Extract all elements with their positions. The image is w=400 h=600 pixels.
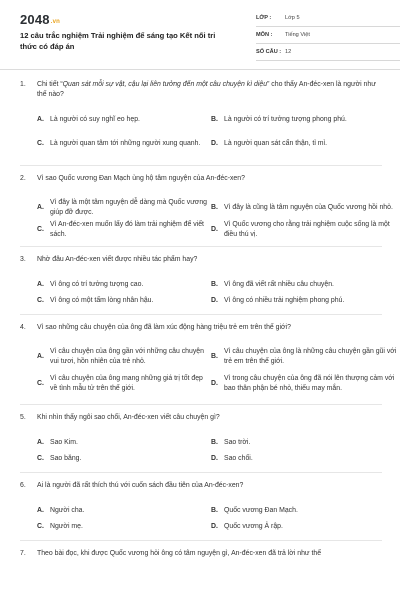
question-7 (20, 549, 382, 561)
header-divider (0, 69, 400, 70)
option-text: Vì ông có một tấm lòng nhân hậu. (50, 297, 154, 304)
option-d[interactable] (211, 219, 399, 241)
answer-options (20, 503, 382, 535)
option-letter: B. (211, 281, 218, 288)
question-divider (20, 165, 382, 166)
option-d[interactable] (211, 293, 399, 309)
question-1 (20, 80, 382, 166)
option-a[interactable] (37, 345, 211, 369)
option-letter: B. (211, 507, 218, 514)
meta-row-count (256, 44, 400, 61)
question-divider (20, 246, 382, 247)
question-text (37, 80, 382, 102)
meta-value: 12 (285, 49, 292, 55)
option-text: Là người có suy nghĩ eo hẹp. (50, 116, 140, 123)
page-header (20, 0, 382, 66)
question-6 (20, 481, 382, 541)
meta-key: MÔN : (256, 32, 273, 38)
option-text: Sao băng. (50, 455, 82, 462)
option-letter: A. (37, 439, 44, 446)
option-letter: D. (211, 226, 218, 233)
option-text: Vì câu chuyện của ông mang những giá trị tốt đẹp về tình mẫu tử trên thế giới. (50, 375, 203, 392)
option-text: Người mẹ. (50, 523, 83, 530)
option-text: Người cha. (50, 507, 85, 514)
option-text: Vì ông có trí tưởng tượng cao. (50, 281, 144, 288)
option-text: Vì ông có nhiều trải nghiệm phong phú. (224, 297, 345, 304)
option-text: Vì Quốc vương cho rằng trải nghiệm cuộc sống là một điều thú vị. (224, 221, 390, 238)
option-letter: C. (37, 226, 44, 233)
option-letter: C. (37, 523, 44, 530)
option-letter: B. (211, 116, 218, 123)
option-d[interactable] (211, 128, 399, 160)
question-text: Khi nhìn thấy ngôi sao chổi, An-đéc-xen viết câu chuyện gì? (37, 414, 220, 421)
option-d[interactable] (211, 369, 399, 399)
question-text: Nhờ đâu An-đéc-xen viết được nhiều tác phẩm hay? (37, 256, 198, 263)
option-letter: A. (37, 281, 44, 288)
question-divider (20, 540, 382, 541)
logo-suffix: .vn (50, 19, 61, 25)
option-text: Quốc vương Ả rập. (224, 523, 283, 530)
answer-options (20, 435, 382, 467)
question-number: 4. (20, 324, 26, 331)
option-letter: D. (211, 380, 218, 387)
option-text: Là người quan tâm tới những người xung quanh. (50, 140, 201, 147)
document-title: 12 câu trắc nghiệm Trải nghiệm để sáng tạo Kết nối tri thức có đáp án (20, 31, 216, 51)
option-text: Vì đây là cũng là tâm nguyện của Quốc vương hồi nhỏ. (224, 204, 393, 211)
option-d[interactable] (211, 451, 399, 467)
stem-pre: Chi tiết “ (37, 81, 63, 88)
meta-value: Tiếng Việt (285, 32, 310, 38)
option-c[interactable] (37, 128, 211, 160)
option-text: Sao chổi. (224, 455, 253, 462)
option-b[interactable] (211, 345, 399, 369)
option-text: Sao trời. (224, 439, 251, 446)
option-b[interactable] (211, 197, 399, 219)
option-text: Quốc vương Đan Mạch. (224, 507, 298, 514)
meta-key: LỚP : (256, 15, 272, 21)
stem-quote: Quan sát mỗi sự vật, cậu lại liên tưởng đến một câu chuyện kì diệu (62, 81, 268, 88)
option-text: Sao Kim. (50, 439, 78, 446)
meta-value: Lớp 5 (285, 15, 300, 21)
question-divider (20, 472, 382, 473)
question-number: 2. (20, 175, 26, 182)
option-d[interactable] (211, 519, 399, 535)
option-text: Vì câu chuyện của ông là những câu chuyện gần gũi với trẻ em trên thế giới. (224, 348, 397, 365)
option-a[interactable] (37, 197, 211, 219)
option-c[interactable] (37, 293, 211, 309)
option-b[interactable] (211, 435, 399, 451)
question-2 (20, 174, 393, 247)
question-stem (20, 481, 382, 497)
question-stem (20, 413, 382, 429)
option-letter: D. (211, 523, 218, 530)
question-number: 7. (20, 550, 26, 557)
option-letter: B. (211, 439, 218, 446)
question-number: 1. (20, 81, 26, 88)
option-text: Vì An-đéc-xen muốn lấy đó làm trải nghiệm để viết sách. (50, 221, 204, 238)
option-c[interactable] (37, 451, 211, 467)
question-stem (20, 174, 382, 190)
option-letter: A. (37, 204, 44, 211)
question-text: Ai là người đã rất thích thú với cuốn sách đầu tiên của An-đéc-xen? (37, 482, 244, 489)
remaining-questions (20, 174, 397, 561)
question-number: 6. (20, 482, 26, 489)
question-divider (20, 314, 382, 315)
site-logo[interactable] (20, 12, 60, 27)
option-c[interactable] (37, 519, 211, 535)
question-text: Vì sao Quốc vương Đan Mạch ủng hộ tâm nguyện của An-đéc-xen? (37, 175, 245, 182)
meta-table (256, 10, 400, 61)
option-text: Vì đây là một tâm nguyện dễ dàng mà Quốc vương giúp đỡ được. (50, 199, 207, 216)
question-5 (20, 413, 382, 473)
question-3 (20, 255, 382, 315)
question-stem (20, 323, 382, 339)
question-text: Theo bài đọc, khi được Quốc vương hỏi ông có tâm nguyện gì, An-đéc-xen đã trả lời như thế (37, 550, 322, 557)
option-b[interactable] (211, 503, 399, 519)
option-letter: C. (37, 297, 44, 304)
question-text: Vì sao những câu chuyện của ông đã làm xúc động hàng triệu trẻ em trên thế giới? (37, 324, 291, 331)
question-number: 5. (20, 414, 26, 421)
option-text: Vì ông đã viết rất nhiều câu chuyện. (224, 281, 334, 288)
meta-row-subject (256, 27, 400, 44)
option-a[interactable] (37, 435, 211, 451)
option-letter: B. (211, 353, 218, 360)
option-a[interactable] (37, 277, 211, 293)
option-text: Vì câu chuyện của ông gần với những câu chuyện vui tươi, hồn nhiên của trẻ nhỏ. (50, 348, 204, 365)
option-letter: C. (37, 380, 44, 387)
option-b[interactable] (211, 277, 399, 293)
option-letter: D. (211, 455, 218, 462)
option-text: Vì trong câu chuyện của ông đã nói lên thượng cảm với bao thân phận bé nhỏ, thiếu may mắn. (224, 375, 395, 392)
meta-row-class (256, 10, 400, 27)
option-letter: D. (211, 297, 218, 304)
question-stem (20, 80, 382, 102)
option-letter: A. (37, 353, 44, 360)
answer-options (20, 345, 397, 399)
option-letter: C. (37, 140, 44, 147)
option-a[interactable] (37, 503, 211, 519)
option-letter: D. (211, 140, 218, 147)
stem-post: ” cho thấy An-đéc-xen là người như thế nào? (37, 81, 376, 98)
option-letter: C. (37, 455, 44, 462)
question-stem (20, 549, 382, 561)
option-text: Là người có trí tưởng tượng phong phú. (224, 116, 347, 123)
option-a[interactable] (37, 112, 211, 128)
question-number: 3. (20, 256, 26, 263)
meta-key: SỐ CÂU : (256, 49, 282, 55)
answer-options (20, 277, 382, 309)
option-c[interactable] (37, 369, 211, 399)
option-letter: A. (37, 507, 44, 514)
option-letter: B. (211, 204, 218, 211)
question-4 (20, 323, 397, 405)
question-stem (20, 255, 382, 271)
answer-options (20, 112, 382, 160)
question-list (20, 80, 397, 561)
option-c[interactable] (37, 219, 211, 241)
option-letter: A. (37, 116, 44, 123)
option-text: Là người quan sát cẩn thận, tỉ mỉ. (224, 140, 327, 147)
answer-options (20, 197, 393, 241)
logo-main: 2048 (20, 12, 50, 27)
question-divider (20, 404, 382, 405)
option-b[interactable] (211, 112, 399, 128)
